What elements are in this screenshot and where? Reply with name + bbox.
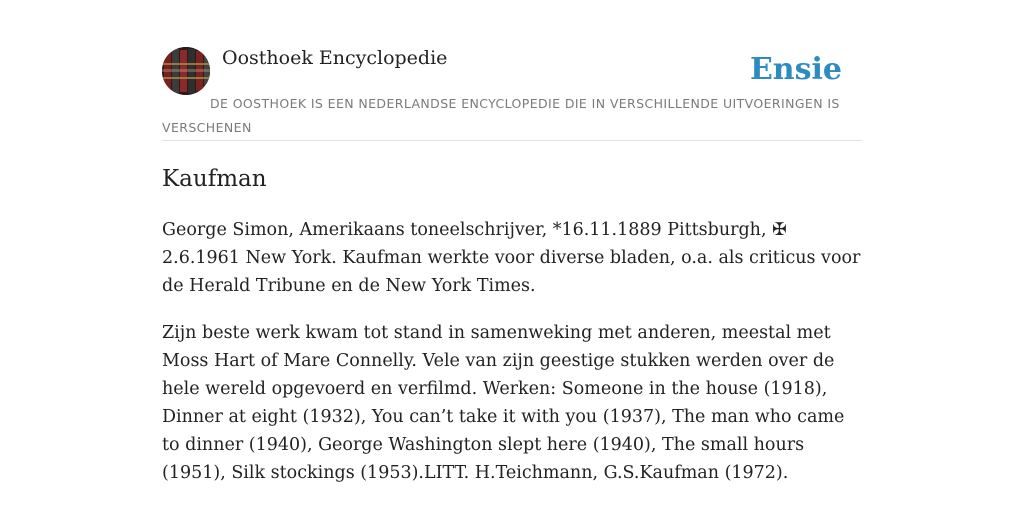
avatar[interactable] [162, 47, 210, 95]
source-name[interactable]: Oosthoek Encyclopedie [222, 47, 448, 69]
ensie-logo[interactable]: Ensie [749, 52, 842, 87]
article-paragraph: Zijn beste werk kwam tot stand in samenweking met anderen, meestal met Moss Hart of Mare Connelly. Vele van zijn geestige stukken werden over de hele wereld opgevoerd en verfilmd. Werken: Someone in the house (1918), Dinner at eight (1932), You can’t take it with you (1937), The man who came to dinner (1940), George Washington slept here (1940), The small hours (1951), Silk stockings (1953).LITT. H.Teichmann, G.S.Kaufman (1972). [162, 323, 845, 483]
header [162, 46, 862, 141]
article-paragraph: George Simon, Amerikaans toneelschrijver, *16.11.1889 Pittsburgh, ✠ 2.6.1961 New York. Kaufman werkte voor diverse bladen, o.a. als criticus voor de Herald Tribune en de New York Times. [162, 220, 861, 296]
article-title: Kaufman [162, 166, 267, 192]
source-tagline: DE OOSTHOEK IS EEN NEDERLANDSE ENCYCLOPEDIE DIE IN VERSCHILLENDE UITVOERINGEN IS VERSCHENEN [162, 96, 840, 135]
book-spines-icon [162, 47, 210, 95]
